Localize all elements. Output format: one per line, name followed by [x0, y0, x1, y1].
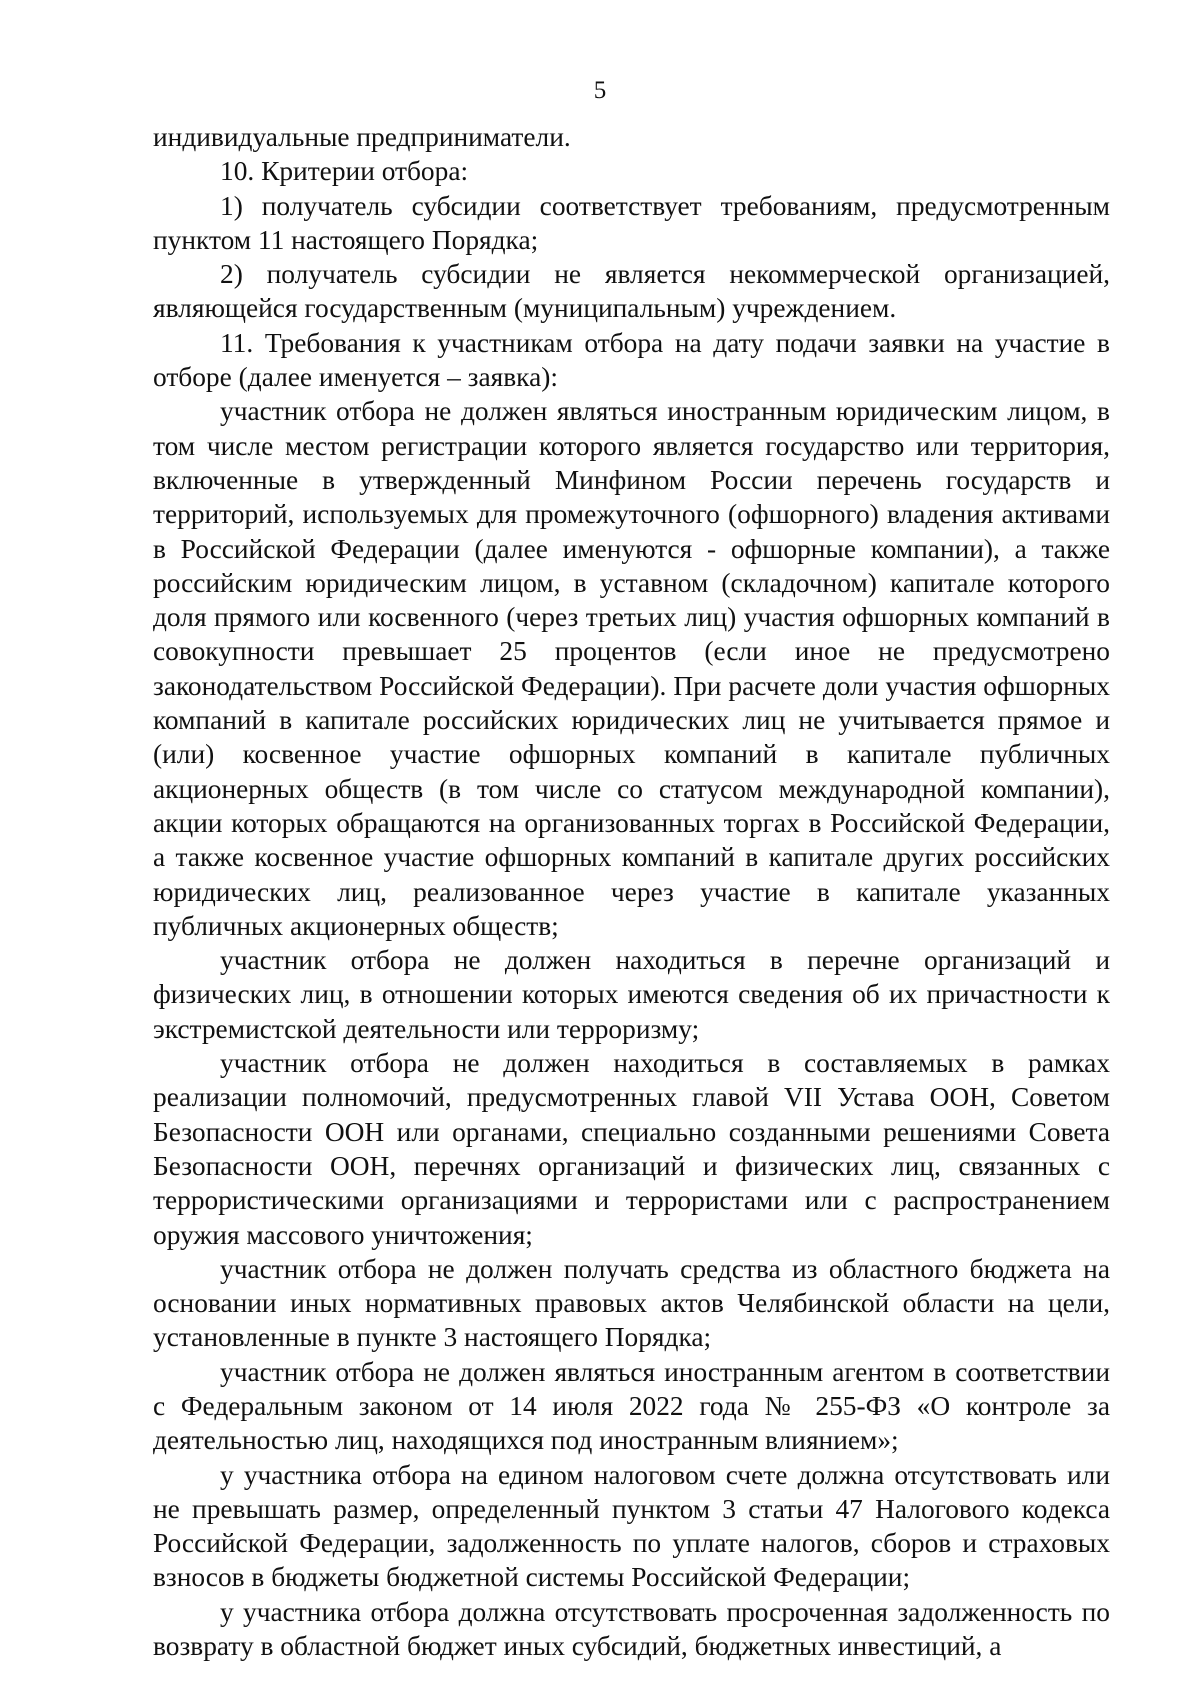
- paragraph-requirements-heading: 11. Требования к участникам отбора на дату подачи заявки на участие в отборе (далее именуется – заявка):: [153, 327, 1110, 393]
- paragraph-continuation: индивидуальные предприниматели.: [153, 122, 571, 152]
- paragraph-requirement-extremism: участник отбора не должен находиться в перечне организаций и физических лиц, в отношении которых имеются сведения об их причастности к экстремистской деятельности или терроризму;: [153, 945, 1110, 1044]
- document-body: [153, 120, 1110, 1663]
- paragraph-requirement-overdue-debt: у участника отбора должна отсутствовать просроченная задолженность по возврату в областной бюджет иных субсидий, бюджетных инвестиций, а: [153, 1596, 1110, 1662]
- paragraph-criteria-heading: 10. Критерии отбора:: [220, 156, 469, 187]
- paragraph-criterion-2: 2) получатель субсидии не является некоммерческой организацией, являющейся государственным (муниципальным) учреждением.: [153, 259, 1110, 324]
- paragraph-criterion-1: 1) получатель субсидии соответствует требованиям, предусмотренным пунктом 11 настоящего Порядка;: [153, 190, 1110, 255]
- paragraph-requirement-budget-funds: участник отбора не должен получать средства из областного бюджета на основании иных нормативных правовых актов Челябинской области на цели, установленные в пункте 3 настоящего Порядка;: [153, 1253, 1110, 1353]
- paragraph-requirement-un-lists: участник отбора не должен находиться в составляемых в рамках реализации полномочий, предусмотренных главой VII Устава ООН, Советом Безопасности ООН или органами, специально созданными решениями Совета Безопасности ООН, перечнях организаций и физических лиц, связанных с террористическими организациями и террористами или с распространением оружия массового уничтожения;: [153, 1048, 1110, 1250]
- paragraph-requirement-offshore: участник отбора не должен являться иностранным юридическим лицом, в том числе местом регистрации которого является государство или территория, включенные в утвержденный Минфином России перечень государств и территорий, используемых для промежуточного (офшорного) владения активами в Российской Федерации (далее именуются - офшорные компании), а также российским юридическим лицом, в уставном (складочном) капитале которого доля прямого или косвенного (через третьих лиц) участия офшорных компаний в совокупности превышает 25 процентов (если иное не предусмотрено законодательством Российской Федерации). При расчете доли участия офшорных компаний в капитале российских юридических лиц не учитывается прямое и (или) косвенное участие офшорных компаний в капитале публичных акционерных обществ (в том числе со статусом международной компании), акции которых обращаются на организованных торгах в Российской Федерации, а также косвенное участие офшорных компаний в капитале других российских юридических лиц, реализованное через участие в капитале указанных публичных акционерных обществ;: [153, 396, 1110, 941]
- paragraph-requirement-foreign-agent: участник отбора не должен являться иностранным агентом в соответствии с Федеральным законом от 14 июля 2022 года № 255-ФЗ «О контроле за деятельностью лиц, находящихся под иностранным влиянием»;: [153, 1356, 1110, 1456]
- paragraph-requirement-tax-debt: у участника отбора на едином налоговом счете должна отсутствовать или не превышать размер, определенный пунктом 3 статьи 47 Налогового кодекса Российской Федерации, задолженность по уплате налогов, сборов и страховых взносов в бюджеты бюджетной системы Российской Федерации;: [153, 1459, 1110, 1593]
- page-number: 5: [593, 77, 607, 104]
